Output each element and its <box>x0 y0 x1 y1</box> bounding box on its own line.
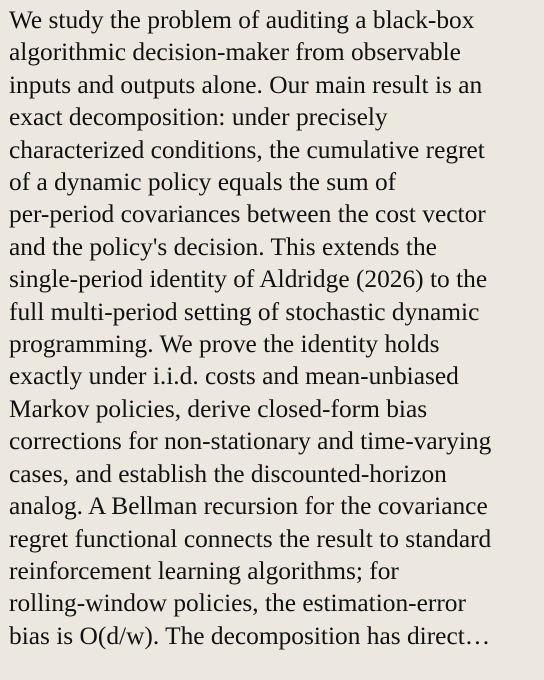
abstract-line: reinforcement learning algorithms; for <box>9 556 399 585</box>
abstract-line: inputs and outputs alone. Our main result is an <box>9 70 483 99</box>
abstract-line: and the policy's decision. This extends the <box>9 232 437 261</box>
abstract-line: exactly under i.i.d. costs and mean-unbiased <box>9 362 459 391</box>
abstract-line: bias is O(d/w). The decomposition has direct… <box>9 621 491 650</box>
abstract-line: Markov policies, derive closed-form bias <box>9 394 428 423</box>
abstract-line: full multi-period setting of stochastic dynamic <box>9 297 480 326</box>
abstract-line: cases, and establish the discounted-horizon <box>9 459 447 488</box>
abstract-line: per-period covariances between the cost vector <box>9 200 486 229</box>
abstract-line: corrections for non-stationary and time-varying <box>9 427 492 456</box>
abstract-line: programming. We prove the identity holds <box>9 330 440 359</box>
abstract-line: exact decomposition: under precisely <box>9 103 388 132</box>
abstract-line: single-period identity of Aldridge (2026) to the <box>9 265 488 294</box>
abstract-line: characterized conditions, the cumulative regret <box>9 135 485 164</box>
abstract-line: of a dynamic policy equals the sum of <box>9 168 397 197</box>
abstract-line: regret functional connects the result to standard <box>9 524 492 553</box>
abstract-text <box>9 4 539 652</box>
abstract-line: algorithmic decision-maker from observable <box>9 38 461 67</box>
abstract-line: rolling-window policies, the estimation-error <box>9 589 466 618</box>
abstract-line: analog. A Bellman recursion for the covariance <box>9 492 488 521</box>
abstract-line: We study the problem of auditing a black-box <box>9 6 475 34</box>
